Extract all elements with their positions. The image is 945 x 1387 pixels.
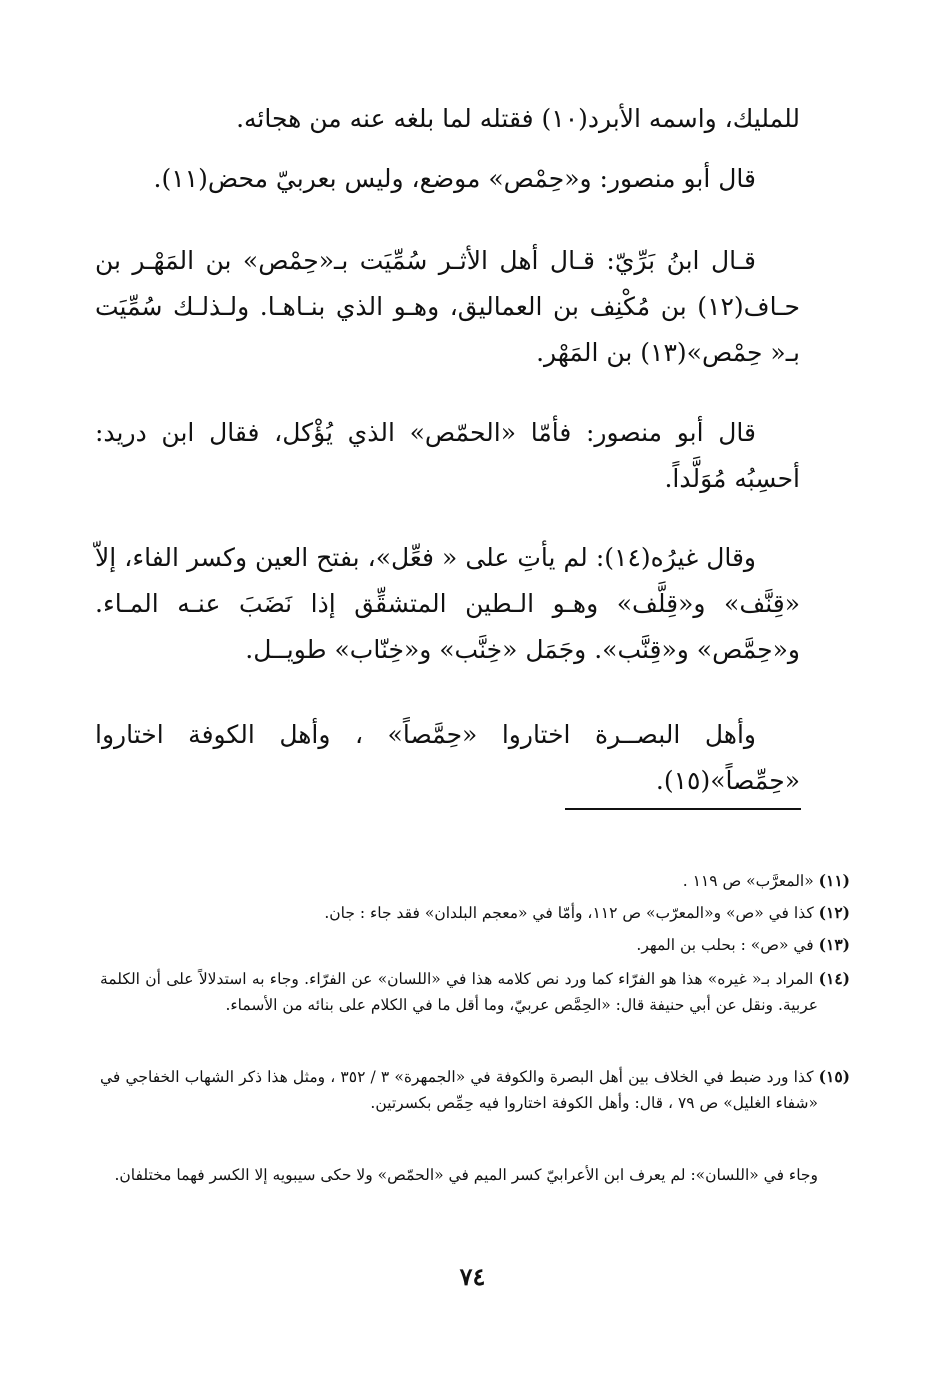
footnote-12 <box>100 900 850 926</box>
footnote-continuation <box>100 1162 818 1188</box>
paragraph-1: للمليك، واسمه الأبرد(١٠) فقتله لما بلغه عنه من هجائه. <box>236 104 800 133</box>
footnote-text: كذا ورد ضبط في الخلاف بين أهل البصرة والكوفة في «الجمهرة» ٣ / ٣٥٢ ، ومثل هذا ذكر الشهاب الخفاجي في «شفاء الغليل» ص ٧٩ ، قال: وأهل الكوفة اختاروا فيه حِمِّص بكسرتين. <box>100 1068 818 1112</box>
footnote-text: وجاء في «اللسان»: لم يعرف ابن الأعرابيّ كسر الميم في «الحمّص» ولا حكى سيبويه إلا الكسر فهما مختلفان. <box>114 1166 818 1184</box>
footnote-text: «المعرَّب» ص ١١٩ . <box>682 872 814 890</box>
footnote-number: (١٣) <box>818 935 850 954</box>
footnote-11 <box>100 868 850 894</box>
footnote-13 <box>100 932 850 958</box>
footnote-number: (١٤) <box>818 969 850 988</box>
footnote-text: في «ص» : بحلب بن المهر. <box>636 936 814 954</box>
footnote-text: كذا في «ص» و«المعرّب» ص ١١٢، وأمّا في «معجم البلدان» فقد جاء : جان. <box>324 904 814 922</box>
page-number: ٧٤ <box>459 1262 486 1291</box>
footnote-separator <box>565 808 801 810</box>
footnote-number: (١٢) <box>818 903 850 922</box>
paragraph-6: وأهل البصــرة اختاروا «حِمَّصاً» ، وأهل الكوفة اختاروا «حِمِّصاً»(١٥). <box>95 720 800 795</box>
paragraph-3: قـال ابنُ بَرِّيّ: قـال أهل الأثـر سُمِّيَت بـ«حِمْص» بن المَهْـر بن حـاف(١٢) بن مُكْنِف بن العماليق، وهـو الذي بنـاهـا. ولـذلـك سُمِّيَت بـ« حِمْص»(١٣) بن المَهْر. <box>95 246 800 367</box>
paragraph-2: قال أبو منصور: و«حِمْص» موضع، وليس بعربيّ محض(١١). <box>153 164 756 193</box>
footnote-15 <box>100 1064 850 1116</box>
footnote-number: (١٥) <box>818 1067 851 1086</box>
paragraph-5: وقال غيرُه(١٤): لم يأتِ على « فعِّل»، بفتح العين وكسر الفاء، إلاّ «قِنَّف» و«قِلَّف» وهـو الـطين المتشقِّق إذا نَضَبَ عنـه المـاء. و«حِمَّص» و«قِنَّب». وجَمَل «خِنَّب» و«خِنّاب» طويــل. <box>95 543 800 664</box>
footnote-text: المراد بـ« غيره» هذا هو الفرّاء كما ورد نص كلامه هذا في «اللسان» عن الفرّاء. وجاء به استدلالاً على أن الكلمة عربية. ونقل عن أبي حنيفة قال: «الحِمَّص عربيّ، وما أقل ما في الكلام على بنائه من الأسماء. <box>100 970 818 1014</box>
footnote-14 <box>100 966 850 1018</box>
footnote-number: (١١) <box>818 871 850 890</box>
paragraph-4: قال أبو منصور: فأمّا «الحمّص» الذي يُؤْكل، فقال ابن دريد: أحسِبُه مُوَلَّداً. <box>95 418 800 493</box>
